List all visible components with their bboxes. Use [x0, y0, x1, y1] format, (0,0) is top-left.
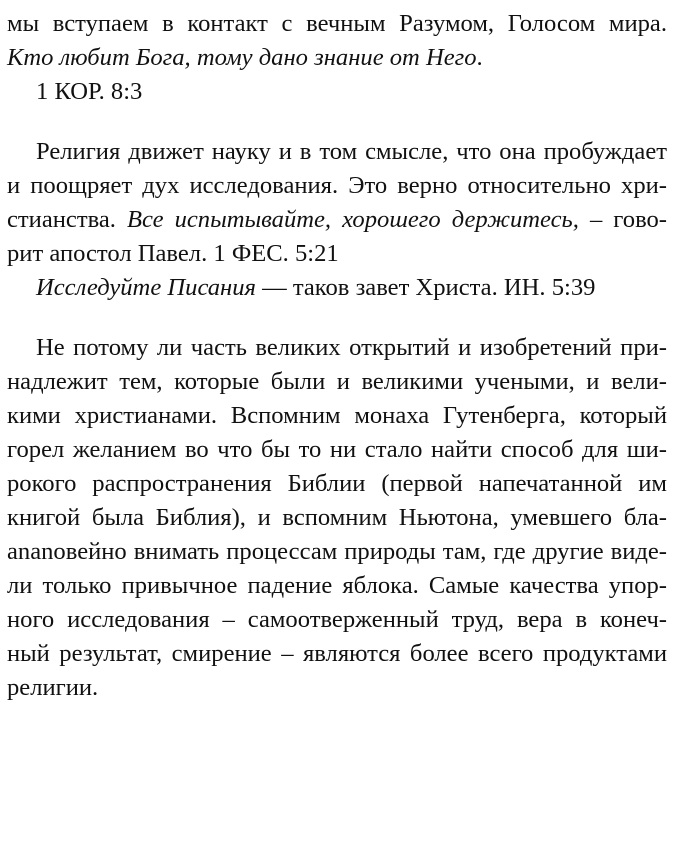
text-line — [7, 501, 667, 535]
italic-quote: Исследуйте Писания — [36, 274, 256, 301]
quote-line — [7, 41, 667, 75]
text-segment: — таков завет Христа. ИН. 5:39 — [255, 274, 596, 301]
text-line — [7, 569, 667, 603]
text-segment: религии. — [7, 674, 99, 701]
text-line — [7, 399, 667, 433]
text-segment: ного исследования – самоотверженный труд, вера в конеч- — [7, 606, 667, 633]
italic-quote: Кто любит Бога, тому дано знание от Него — [7, 44, 477, 71]
text-line — [7, 365, 667, 399]
text-segment: ный результат, смирение – являются более всего продуктами — [7, 640, 667, 667]
text-segment: Не потому ли часть великих открытий и изобретений при- — [36, 334, 667, 361]
text-line — [36, 135, 667, 169]
text-line — [7, 671, 667, 705]
text-segment: – гово- — [578, 206, 667, 233]
text-segment: 1 КОР. 8:3 — [36, 78, 143, 105]
text-line — [7, 7, 667, 41]
text-segment: рокого распространения Библии (первой напечатанной им — [7, 470, 667, 497]
text-line — [7, 433, 667, 467]
text-segment: ли только привычное падение яблока. Самые качества упор- — [7, 572, 667, 599]
text-segment: горел желанием во что бы то ни стало найти способ для ши- — [7, 436, 667, 463]
text-line — [7, 637, 667, 671]
text-segment: стианства. — [7, 206, 127, 233]
scripture-reference — [36, 75, 667, 109]
text-segment: Религия движет науку и в том смысле, что она пробуждает — [36, 138, 667, 165]
text-line — [7, 535, 667, 569]
text-line — [7, 203, 667, 237]
text-segment: . — [476, 44, 483, 71]
text-line — [7, 603, 667, 637]
text-line — [36, 331, 667, 365]
italic-quote: Все испытывайте, хорошего держитесь, — [126, 206, 579, 233]
text-segment: рит апостол Павел. 1 ФЕС. 5:21 — [7, 240, 339, 267]
text-line — [7, 169, 667, 203]
text-segment: надлежит тем, которые были и великими учеными, и вели- — [7, 368, 667, 395]
quote-line — [36, 271, 667, 305]
text-segment: мы вступаем в контакт с вечным Разумом, Голосом мира. — [7, 10, 667, 37]
text-line — [7, 467, 667, 501]
text-segment: ananoвейно внимать процессам природы там, где другие виде- — [7, 538, 667, 565]
text-segment: и поощряет дух исследования. Это верно относительно хри- — [7, 172, 667, 199]
text-segment: кими христианами. Вспомним монаха Гутенберга, который — [7, 402, 667, 429]
text-segment: книгой была Библия), и вспомним Ньютона, умевшего бла- — [7, 504, 667, 531]
text-line — [7, 237, 667, 271]
